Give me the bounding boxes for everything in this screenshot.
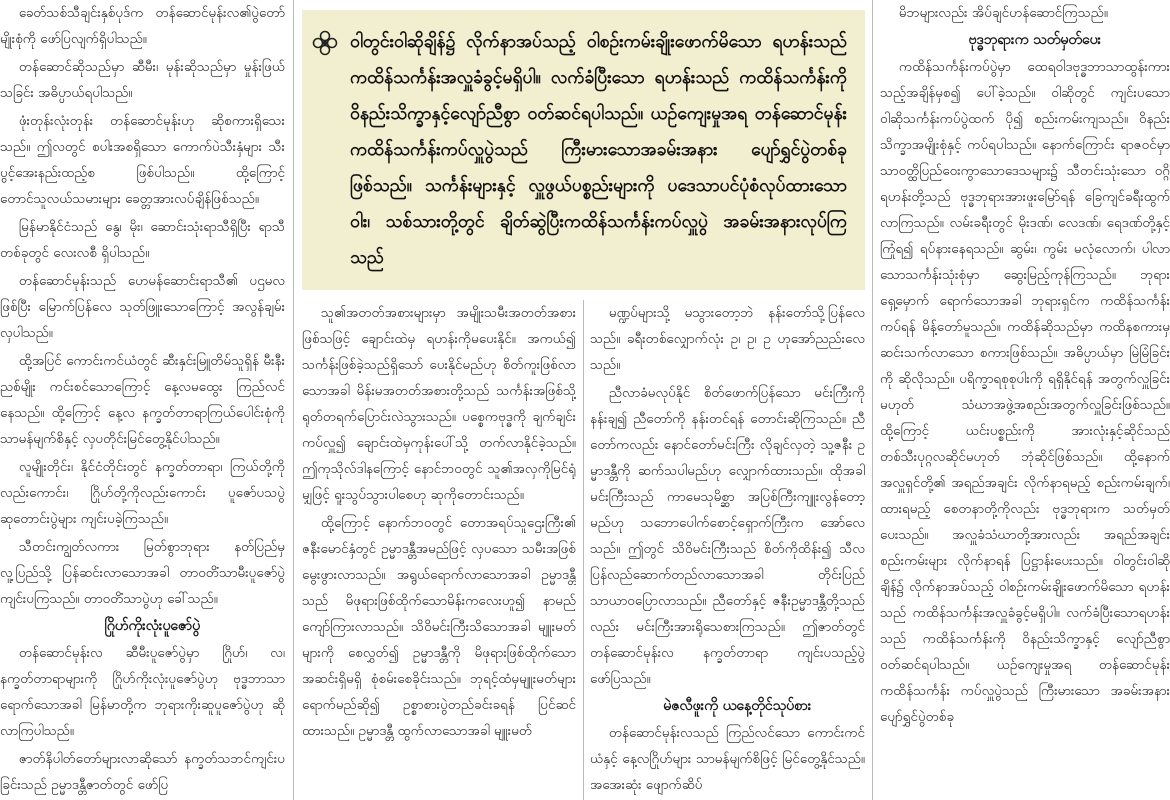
column-1 — [0, 0, 285, 800]
column-4-body-a — [880, 0, 1170, 26]
body-paragraph: ထို့အပြင် ကောင်းကင်ယံတွင် ဆီးနှင်းမြူတိမ်သူရှိန် မီးနီးညစ်မျိုး ကင်းစင်သောကြောင့် နေ့လမထွေး ကြည်လင်နေသည်။ ထို့ကြောင့် နေ့လ နက္ခတ်တာရာကြယ်ပေါင်းစုံကို သာမန်မျက်စိနှင့် လှပတိုင်းမြင်တွေ့နိုင်ပါသည်။ — [0, 353, 285, 447]
body-paragraph: ဇာတ်နိပါတ်တော်များလာဆိုသော် နက္ခတ်သဘင်ကျင်းပခြင်းသည် ဥမ္မာဒန္တီဇာတ်တွင် ဖော်ပြ — [0, 751, 285, 793]
subhead-mezali-flower: မဲဇလီဖူးကို ယနေ့တိုင်သုပ်စား — [663, 698, 812, 714]
column-3-body-a — [590, 300, 865, 692]
body-paragraph: မြန်မာနိုင်ငံသည် နွေ၊ မိုး၊ ဆောင်းသုံးရာသီရှိပြီး ရာသီတစ်ခုတွင် လေးလစီ ရှိပါသည်။ — [0, 219, 285, 261]
column-divider — [872, 0, 873, 800]
column-2 — [302, 300, 576, 800]
column-4-body-b — [880, 54, 1170, 730]
column-1-body-a — [0, 0, 285, 612]
body-paragraph: တန်ဆောင်ဆိုသည်မှာ ဆီမီး၊ မုန်းဆိုသည်မှာ မှုန်းဖြယ်သခြင်း အဓိပ္ပာယ်ရပါသည်။ — [0, 59, 285, 101]
column-3-body-b — [590, 720, 865, 798]
column-divider — [293, 0, 294, 800]
pull-quote-box — [302, 10, 865, 290]
body-paragraph: ကထိန်သင်္ကန်းကပ်ပွဲမှာ ထေရဝါဒဗုဒ္ဓဘာသာထွန်းကားသည့်အချိန်မှစ၍ ပေါ်ခဲ့သည်။ ဝါဆိုတွင် ကျင်းပသော ဝါဆိုသင်္ကန်းကပ်ပွဲထက် ပို၍ စည်းကမ်းကျသည်။ ဝိနည်းသိက္ခာအမျိုးစုံနှင့် ကပ်ရပါသည်။ နောက်ကြောင်း ရာဇဝင်မှာ သာဝတ္ထိပြည်ဝေးကွာသောဒေသများ၌ သီတင်းသုံးသော ဝဂ္ဂိရဟန်းတို့သည် ဗုဒ္ဓဘုရားအားဖူးမြော်ရန် ခြေကျင်ခရီးထွက်လာကြသည်။ လမ်းခရီးတွင် မိုးဒဏ်၊ လေဒဏ်၊ ရေဒဏ်တို့နှင့် ကြုံရ၍ ရပ်နားနေရသည်။ ဆွမ်း၊ ကွမ်း မလုံလောက်၊ ပါလာသောသင်္ကန်းသုံးစုံမှာ ဆွေးမြည့်ကုန်ကြသည်။ ဘုရားရှေ့မှောက် ရောက်သောအခါ ဘုရားရှင်က ကထိန်သင်္ကန်းကပ်ရန် မိန့်တော်မူသည်။ ကထိန်ဆိုသည်မှာ ကထိနစကားမှ ဆင်းသက်လာသော စကားဖြစ်သည်။ အဓိပ္ပာယ်မှာ မြဲမြံခြင်းကို ဆိုလိုသည်။ ပရိက္ခာရစုစုပါးကို ရရှိနိုင်ရန် အတွက်လှူခြင်းမဟုတ် သံဃာအဖွဲ့အစည်းအတွက်လှူခြင်းဖြစ်သည်။ ထို့ကြောင့် ယင်းပစ္စည်းကို အားလုံးနှင့်ဆိုင်သည် တစ်သီးပုဂ္ဂလဆိုင်မဟုတ် ဘုံဆိုင်ဖြစ်သည်။ ထို့နောက် အလှူရှင်တို့၏ အရည်အချင်း လိုက်နာရမည့် စည်းကမ်းချက်၊ ထားရမည့် စေတနာတို့ကိုလည်း ဗုဒ္ဓဘုရားက သတ်မှတ်ပေးသည်။ အလှူခံသံဃာတို့အားလည်း အရည်အချင်း စည်းကမ်းများ လိုက်နာရန် ပြဋ္ဌာန်းပေးသည်။ ဝါတွင်းဝါဆိုချိန်၌ လိုက်နာအပ်သည့် ဝါစဉ်းကမ်းချိုးဖောက်မိသော ရဟန်းသည် ကထိန်သင်္ကန်းအလှူခံခွင့်မရှိပါ။ လက်ခံပြီးသောရဟန်းသည် ကထိန်သင်္ကန်းကို ဝိနည်းသိက္ခာနှင့် လျော်ညီစွာ ဝတ်ဆင်ရပါသည်။ ယဉ်ကျေးမှုအရ တန်ဆောင်မုန်း ကထိန်သင်္ကန်း ကပ်လှူပွဲသည် ကြီးမားသော အခမ်းအနား ပျော်ရွှင်ပွဲတစ်ခု — [880, 59, 1170, 725]
column-3 — [590, 300, 865, 800]
body-paragraph: တန်ဆောင်မုန်းလသည် ကြည်လင်သော ကောင်းကင်ယံနှင့် နေ့လဂြိုဟ်များ သာမန်မျက်စိဖြင့် မြင်တွေ့နိုင်သည်။ အအေးဆုံး ဖျောက်ဆိပ် — [590, 725, 865, 793]
body-paragraph: ထို့ကြောင့် နောက်ဘဝတွင် တောအရပ်သူဌေးကြီး၏ ဇနီးမောင်နှံတွင် ဥမ္မာဒန္တီအမည်ဖြင့် လှပသော သမီးအဖြစ်မွေးဖွားလာသည်။ အရွယ်ရောက်လာသောအခါ ဥမ္မာဒန္တီသည် မိဖုရားဖြစ်ထိုက်သောမိန်းကလေးဟူ၍ နာမည်ကျော်ကြားလာသည်။ သိဝိမင်းကြီးသိသောအခါ မျူးမတ်များကို စေလွှတ်၍ ဥမ္မာဒန္တီကို မိဖုရားဖြစ်ထိုက်သောအဆင်းရှိမရှိ စုံစမ်းစေခိုင်းသည်။ ဘုရင့်ထံမှမျူးမတ်များရောက်မည်ဆို၍ ဥစ္စာစားပွဲတည်ခင်းခရန် ပြင်ဆင်ထားသည်။ ဥမ္မာဒန္တီ ထွက်လာသောအခါ မျူးမတ် — [302, 515, 576, 739]
body-paragraph: တန်ဆောင်မုန်းသည် ဟေမန်ဆောင်းရာသီ၏ ပဌမလဖြစ်ပြီး မြောက်ပြန်လေ သုတ်ဖြူးသောကြောင့် အလွန်ချမ်းလှပါသည်။ — [0, 273, 285, 341]
column-2-body — [302, 300, 576, 744]
body-paragraph: ညီလာခံမလုပ်နိုင် စိတ်ဖောက်ပြန်သော မင်းကြီးကိုနန်းချ၍ ညီတော်ကို နန်းတင်ရန် တောင်းဆိုကြသည်။ ညီတော်ကလည်း နောင်တော်မင်းကြီး လိုချင်လှတဲ့ သူ့ဇနီး ဥမ္မာဒန္တီကို ဆက်သပါမည်ဟု လျှောက်ထားသည်။ ထိုအခါ မင်းကြီးသည် ကာမေသုမိစ္ဆာ အပြစ်ကြီးကျူးလွန်တော့မည်ဟု သဘောပေါက်စောင့်ရှောက်ကြီးက အော်လေသည်။ ဤတွင် သိဝိမင်းကြီးသည် စိတ်ကိုထိန်း၍ သီလပြန်လည်ဆောက်တည်လာသောအခါ တိုင်းပြည်သာယာဝပြောလာသည်။ ညီတော်နှင့် ဇနီးဥမ္မာဒန္တီတို့သည်လည်း မင်းကြီးအားရိုသေစားကြသည်။ ဤဇာတ်တွင် တန်ဆောင်မုန်းလ နက္ခတ်တာရာ ကျင်းပသည့်ပွဲ ဖော်ပြသည်။ — [590, 385, 865, 687]
body-paragraph: မဏ္ဍပ်များသို့ မသွားတော့ဘဲ နန်းတော်သို့ပြန်လေသည်။ ခရီးတစ်လျှောက်လုံး ဥ၊ ဥ၊ ဥ ဟုအော်ညည်းလေသည်။ — [590, 305, 865, 373]
body-paragraph: မိဘများလည်း အိပ်ချင်ဟန်ဆောင်ကြသည်။ — [898, 5, 1108, 21]
column-divider — [583, 300, 584, 800]
body-paragraph: သီတင်းကျွတ်လကား မြတ်စွာဘုရား နတ်ပြည်မှ လူ့ပြည်သို့ ပြန်ဆင်းလာသောအခါ တာဝတိံသာမီးပူဇော်ပွဲ ကျင်းပကြသည်။ တာဝတိံသာပွဲဟု ခေါ်သည်။ — [0, 539, 285, 607]
body-paragraph: လူမျိုးတိုင်း၊ နိုင်ငံတိုင်းတွင် နက္ခတ်တာရာ၊ ကြယ်တို့ကိုလည်းကောင်း၊ ဂြိုဟ်တို့ကိုလည်းကောင်း ပူဇော်ပသပွဲ ဆုတောင်းပွဲများ ကျင်းပခဲ့ကြသည်။ — [0, 459, 285, 527]
column-1-body-b — [0, 640, 285, 798]
body-paragraph: ဖုံးတုန်းလုံးတုန်း တန်ဆောင်မုန်းဟု ဆိုစကားရှိသေးသည်။ ဤလတွင် စပါးအစရှိသော ကောက်ပဲသီးနှံများ သီးပွင့်အေးနည်းထည့်စ ဖြစ်ပါသည်။ ထို့ကြောင့် တောင်သူလယ်သမားများ ခေတ္တအားလပ်ချိန်ဖြစ်သည်။ — [0, 113, 285, 207]
body-paragraph: သူ၏အတတ်အစားများမှာ အမျိုးသမီးအတတ်အစားဖြစ်သဖြင့် ချောင်းထဲမှ ရဟန်းကိုမပေးနိုင်။ အကယ်၍ သင်္ကန်းဖြစ်ခဲ့သည်ရှိသော် ပေးနိုင်မည်ဟု စိတ်ကူးဖြစ်လာသောအခါ မိန်းမအတတ်အစားတို့သည် သင်္ကန်းအဖြစ်သို့ ရုတ်တရက်ပြောင်းလဲသွားသည်။ ပစ္စေကဗုဒ္ဓကို ချက်ချင်းကပ်လှူ၍ ချောင်းထဲမှကုန်းပေါ်သို့ တက်လာနိုင်ခဲ့သည်။ ဤကုသိုလ်ဒါနကြောင့် နောင်ဘဝတွင် သူ၏အလှကိုမြင်ရုံမျှဖြင့် ရူးသွပ်သွားပါစေဟု ဆုကိုတောင်းသည်။ — [302, 305, 576, 503]
subhead-buddha-decreed: ဗုဒ္ဓဘုရားက သတ်မှတ်ပေး — [968, 32, 1102, 48]
flower-ornament-icon — [312, 30, 338, 56]
body-paragraph: ခေတ်သစ်သီချင်းနှစ်ပုဒ်က တန်ဆောင်မုန်းလ၏ပွဲတော်မျိုးစုံကို ဖော်ပြလျက်ရှိပါသည်။ — [0, 5, 285, 47]
column-4 — [880, 0, 1170, 800]
pull-quote-text: ဝါတွင်းဝါဆိုချိန်၌ လိုက်နာအပ်သည့် ဝါစဉ်းကမ်းချိုးဖောက်မိသော ရဟန်းသည် ကထိန်သင်္ကန်းအလှူခံခွင့်မရှိပါ။ လက်ခံပြီးသော ရဟန်းသည် ကထိန်သင်္ကန်းကို ဝိနည်းသိက္ခာနှင့်လျော်ညီစွာ ဝတ်ဆင်ရပါသည်။ ယဉ်ကျေးမှုအရ တန်ဆောင်မုန်း ကထိန်သင်္ကန်းကပ်လှူပွဲသည် ကြီးမားသောအခမ်းအနား ပျော်ရွှင်ပွဲတစ်ခုဖြစ်သည်။ သင်္ကန်းများနှင့် လှူဖွယ်ပစ္စည်းများကို ပဒေသာပင်ပုံစံလုပ်ထားသော ဝါး၊ သစ်သားတို့တွင် ချိတ်ဆွဲပြီးကထိန်သင်္ကန်းကပ်လှူပွဲ အခမ်းအနားလုပ်ကြသည် — [350, 32, 847, 268]
body-paragraph: တန်ဆောင်မုန်းလ ဆီမီးပူဇော်ပွဲမှာ ဂြိုဟ်၊ လ၊ နက္ခတ်တာရာများကို ဂြိုဟ်ကိုးလုံးပူဇော်ပွဲဟု ဗုဒ္ဓဘာသာရောက်သောအခါ မြန်မာတို့က ဘုရားကိုးဆူပူဇော်ပွဲဟု ဆိုလာကြပါသည်။ — [0, 645, 285, 739]
subhead-nine-planets: ဂြိုဟ်ကိုးလုံးပူဇော်ပွဲ — [104, 618, 201, 634]
